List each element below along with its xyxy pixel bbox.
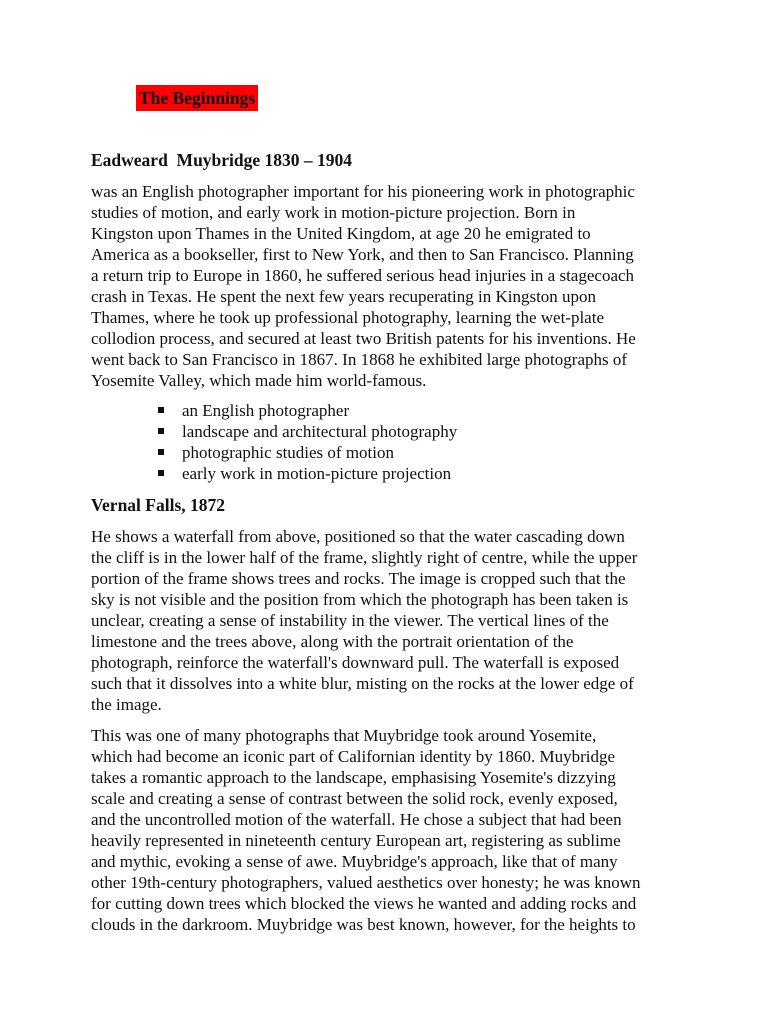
section-title: The Beginnings [136,85,258,111]
document-body [91,148,681,935]
paragraph-line: He shows a waterfall from above, positioned so that the water cascading down [91,527,625,546]
paragraph-line: the cliff is in the lower half of the frame, slightly right of centre, while the upper [91,548,638,567]
square-bullet-icon [158,449,164,455]
bio-line: Thames, where he took up professional photography, learning the wet-plate [91,308,604,327]
bio-line: went back to San Francisco in 1867. In 1868 he exhibited large photographs of [91,350,628,369]
list-item [158,442,681,463]
description-paragraph [91,526,681,715]
list-item-text: an English photographer [182,401,350,420]
paragraph-line: limestone and the trees above, along with the portrait orientation of the [91,632,574,651]
list-item-text: photographic studies of motion [182,443,395,462]
paragraph-line: and mythic, evoking a sense of awe. Muybridge's approach, like that of many [91,852,618,871]
list-item-text: early work in motion-picture projection [182,464,452,483]
list-item-text: landscape and architectural photography [182,422,458,441]
paragraph-line: photograph, reinforce the waterfall's downward pull. The waterfall is exposed [91,653,620,672]
summary-bullet-list [91,400,681,484]
person-heading: Eadweard Muybridge 1830 – 1904 [91,150,353,170]
paragraph-line: This was one of many photographs that Muybridge took around Yosemite, [91,726,597,745]
context-paragraph [91,725,681,935]
bio-line: Yosemite Valley, which made him world-famous. [91,371,427,390]
bio-line: studies of motion, and early work in motion-picture projection. Born in [91,203,576,222]
bio-line: America as a bookseller, first to New York, and then to San Francisco. Planning [91,245,634,264]
paragraph-line: clouds in the darkroom. Muybridge was best known, however, for the heights to [91,915,636,934]
bio-line: a return trip to Europe in 1860, he suffered serious head injuries in a stagecoach [91,266,635,285]
bio-line: was an English photographer important for his pioneering work in photographic [91,182,635,201]
paragraph-line: unclear, creating a sense of instability in the viewer. The vertical lines of the [91,611,609,630]
bio-line: Kingston upon Thames in the United Kingdom, at age 20 he emigrated to [91,224,591,243]
paragraph-line: and the uncontrolled motion of the waterfall. He chose a subject that had been [91,810,622,829]
list-item [158,463,681,484]
paragraph-line: sky is not visible and the position from which the photograph has been taken is [91,590,629,609]
paragraph-line: portion of the frame shows trees and rocks. The image is cropped such that the [91,569,626,588]
list-item [158,400,681,421]
paragraph-line: scale and creating a sense of contrast between the solid rock, evenly exposed, [91,789,618,808]
square-bullet-icon [158,470,164,476]
paragraph-line: takes a romantic approach to the landscape, emphasising Yosemite's dizzying [91,768,616,787]
paragraph-line: other 19th-century photographers, valued aesthetics over honesty; he was known [91,873,641,892]
work-heading: Vernal Falls, 1872 [91,495,226,515]
paragraph-line: heavily represented in nineteenth century European art, registering as sublime [91,831,621,850]
paragraph-line: the image. [91,695,162,714]
paragraph-line: which had become an iconic part of Californian identity by 1860. Muybridge [91,747,616,766]
paragraph-line: such that it dissolves into a white blur, misting on the rocks at the lower edge of [91,674,634,693]
list-item [158,421,681,442]
bio-line: crash in Texas. He spent the next few years recuperating in Kingston upon [91,287,597,306]
bio-paragraph [91,181,681,391]
square-bullet-icon [158,407,164,413]
bio-line: collodion process, and secured at least two British patents for his inventions. He [91,329,636,348]
paragraph-line: for cutting down trees which blocked the views he wanted and adding rocks and [91,894,637,913]
square-bullet-icon [158,428,164,434]
